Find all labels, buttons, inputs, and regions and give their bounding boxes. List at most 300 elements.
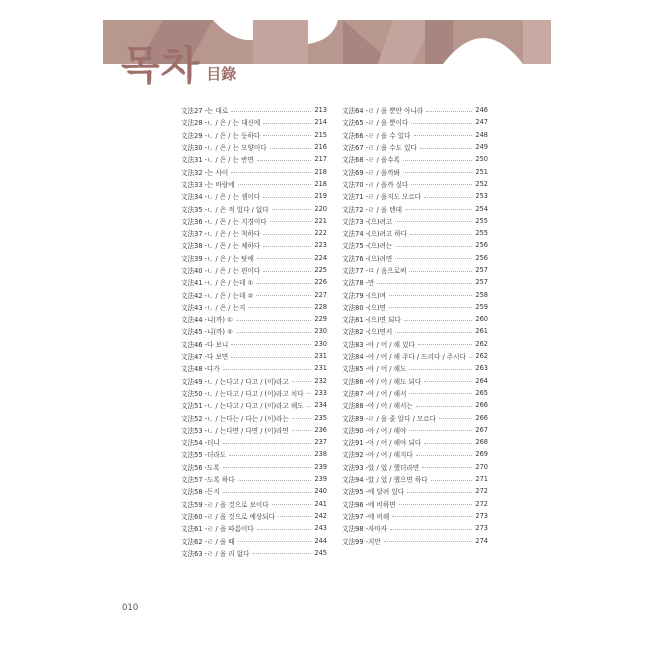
dot-leader	[270, 148, 312, 149]
toc-entry-page: 246	[475, 106, 488, 115]
dot-leader	[263, 234, 311, 235]
toc-entry-page: 227	[314, 290, 327, 299]
toc-entry-page: 259	[475, 302, 488, 311]
toc-entry-label: 文法72 -ㄹ / 을 텐데	[342, 205, 403, 214]
toc-entry-page: 254	[475, 204, 488, 213]
toc-entry-label: 文法86 -아 / 어 / 해도 되다	[342, 377, 422, 386]
toc-entry-page: 243	[314, 524, 327, 533]
dot-leader	[409, 271, 472, 272]
toc-entry-label: 文法91 -아 / 어 / 해야 되다	[342, 439, 422, 448]
dot-leader	[377, 283, 472, 284]
toc-entry-label: 文法63 -ㄹ / 을 리 없다	[181, 549, 250, 558]
toc-entry-page: 272	[475, 487, 488, 496]
toc-entry-label: 文法31 -ㄴ / 은 / 는 반면	[181, 156, 254, 165]
toc-entry[interactable]	[342, 461, 488, 473]
toc-entry[interactable]	[342, 227, 488, 239]
toc-entry[interactable]	[181, 510, 327, 522]
toc-entry-page: 240	[314, 487, 327, 496]
toc-entry[interactable]	[181, 547, 327, 559]
toc-entry-label: 文法79 -(으)며	[342, 291, 386, 300]
toc-entry[interactable]	[342, 116, 488, 128]
toc-entry-label: 文法47 -다 보면	[181, 353, 229, 362]
toc-entry-page: 273	[475, 511, 488, 520]
toc-entry[interactable]	[181, 436, 327, 448]
dot-leader	[223, 443, 312, 444]
toc-entry-page: 248	[475, 130, 488, 139]
dot-leader	[422, 467, 472, 468]
toc-entry[interactable]	[181, 190, 327, 202]
toc-entry[interactable]	[342, 153, 488, 165]
toc-entry-label: 文法93 -았 / 었 / 했더라면	[342, 463, 420, 472]
toc-entry[interactable]	[342, 239, 488, 251]
toc-entry[interactable]	[181, 448, 327, 460]
toc-entry-label: 文法48 -다가	[181, 365, 220, 374]
toc-entry[interactable]	[181, 485, 327, 497]
toc-entry-label: 文法59 -ㄹ / 을 것으로 보이다	[181, 500, 269, 509]
dot-leader	[399, 504, 473, 505]
dot-leader	[418, 344, 473, 345]
toc-entry-label: 文法61 -ㄹ / 을 따름이다	[181, 525, 254, 534]
toc-entry[interactable]	[342, 473, 488, 485]
toc-entry-page: 267	[475, 425, 488, 434]
dot-leader	[384, 541, 473, 542]
toc-entry[interactable]	[342, 178, 488, 190]
toc-entry[interactable]	[342, 288, 488, 300]
dot-leader	[236, 320, 311, 321]
toc-entry-page: 256	[475, 253, 488, 262]
dot-leader	[272, 209, 312, 210]
toc-entry-label: 文法57 -도록 하다	[181, 476, 235, 485]
dot-leader	[389, 295, 472, 296]
toc-entry-page: 221	[314, 216, 327, 225]
toc-entry[interactable]	[181, 387, 327, 399]
toc-entry[interactable]	[181, 461, 327, 473]
dot-leader	[404, 320, 473, 321]
dot-leader	[416, 406, 473, 407]
toc-entry-page: 216	[314, 143, 327, 152]
toc-entry-label: 文法30 -ㄴ / 은 / 는 모양이다	[181, 144, 267, 153]
toc-entry[interactable]	[342, 350, 488, 362]
toc-entry-page: 217	[314, 155, 327, 164]
toc-entry[interactable]	[181, 534, 327, 546]
dot-leader	[420, 148, 473, 149]
toc-entry-page: 226	[314, 278, 327, 287]
toc-entry-label: 文法52 -ㄴ / 는다는 / 다는 / (이)라는	[181, 414, 289, 423]
toc-entry[interactable]	[181, 424, 327, 436]
toc-entry-label: 文法62 -ㄹ / 을 때	[181, 537, 235, 546]
toc-entry[interactable]	[181, 288, 327, 300]
toc-entry-label: 文法60 -ㄹ / 을 것으로 예상되다	[181, 512, 275, 521]
toc-entry[interactable]	[342, 399, 488, 411]
toc-entry-label: 文法71 -ㄹ / 을지도 모르다	[342, 193, 422, 202]
toc-entry-page: 242	[314, 511, 327, 520]
toc-entry[interactable]	[181, 104, 327, 116]
toc-entry-label: 文法68 -ㄹ / 을수록	[342, 156, 400, 165]
toc-entry-page: 230	[314, 327, 327, 336]
toc-entry[interactable]	[342, 424, 488, 436]
toc-entry[interactable]	[181, 325, 327, 337]
dot-leader	[263, 271, 311, 272]
toc-entry-page: 269	[475, 450, 488, 459]
toc-entry-label: 文法46 -다 보니	[181, 340, 229, 349]
dot-leader	[403, 160, 472, 161]
toc-entry[interactable]	[181, 338, 327, 350]
dot-leader	[231, 357, 311, 358]
toc-entry-label: 文法75 -(으)려는	[342, 242, 393, 251]
toc-entry-label: 文法41 -ㄴ / 은 / 는데 ①	[181, 279, 254, 288]
toc-entry-page: 258	[475, 290, 488, 299]
toc-entry-label: 文法74 -(으)려고 하다	[342, 230, 408, 239]
toc-entry[interactable]	[181, 411, 327, 423]
toc-entry[interactable]	[342, 534, 488, 546]
dot-leader	[431, 480, 473, 481]
toc-entry[interactable]	[181, 399, 327, 411]
toc-entry-label: 文法36 -ㄴ / 은 / 는 지경이다	[181, 217, 267, 226]
toc-entry-label: 文法33 -는 바람에	[181, 180, 235, 189]
toc-entry-page: 231	[314, 352, 327, 361]
toc-entry-page: 223	[314, 241, 327, 250]
toc-entry-page: 231	[314, 364, 327, 373]
dot-leader	[256, 295, 311, 296]
banner-shape	[523, 20, 551, 64]
toc-entry-page: 257	[475, 266, 488, 274]
toc-entry[interactable]	[181, 227, 327, 239]
toc-entry-label: 文法81 -(으)면 되다	[342, 316, 401, 325]
toc-entry-label: 文法56 -도록	[181, 463, 220, 472]
toc-entry-page: 260	[475, 315, 488, 324]
dot-leader	[223, 467, 312, 468]
toc-entry[interactable]	[342, 498, 488, 510]
dot-leader	[407, 492, 472, 493]
toc-entry-page: 232	[314, 376, 327, 385]
toc-entry[interactable]	[181, 141, 327, 153]
dot-leader	[395, 221, 472, 222]
dot-leader	[231, 344, 311, 345]
toc-entry-label: 文法34 -ㄴ / 은 / 는 셈이다	[181, 193, 261, 202]
toc-entry-label: 文法98 -자마자	[342, 525, 388, 534]
toc-entry-label: 文法32 -는 사이	[181, 168, 229, 177]
toc-entry-page: 214	[314, 118, 327, 127]
dot-leader	[409, 393, 472, 394]
toc-title	[121, 43, 237, 89]
toc-entry-page: 250	[475, 155, 488, 164]
toc-entry[interactable]	[342, 165, 488, 177]
dot-leader	[410, 234, 472, 235]
dot-leader	[238, 184, 312, 185]
toc-entry-label: 文法84 -아 / 어 / 해 주다 / 드리다 / 주시다	[342, 353, 466, 362]
toc-entry[interactable]	[181, 276, 327, 288]
dot-leader	[223, 369, 312, 370]
dot-leader	[395, 246, 472, 247]
toc-entry[interactable]	[181, 116, 327, 128]
toc-entry-label: 文法82 -(으)면서	[342, 328, 393, 337]
dot-leader	[395, 258, 472, 259]
toc-entry-label: 文法65 -ㄹ / 을 뿐이다	[342, 119, 409, 128]
toc-entry-page: 230	[314, 339, 327, 348]
toc-entry-page: 218	[314, 167, 327, 176]
toc-entry-label: 文法80 -(으)면	[342, 303, 386, 312]
toc-entry-label: 文法88 -아 / 어 / 해서는	[342, 402, 413, 411]
toc-entry-label: 文法66 -ㄹ / 을 수 있다	[342, 131, 411, 140]
toc-entry-label: 文法40 -ㄴ / 은 / 는 편이다	[181, 267, 261, 275]
toc-entry-label: 文法51 -ㄴ / 는다고 / 다고 / (이)라고 해도	[181, 402, 304, 411]
toc-entry-label: 文法28 -ㄴ / 은 / 는 대신에	[181, 119, 261, 128]
toc-entry-page: 255	[475, 229, 488, 238]
toc-entry-label: 文法90 -아 / 어 / 해야	[342, 426, 407, 435]
dot-leader	[229, 455, 311, 456]
toc-entry-page: 268	[475, 438, 488, 447]
toc-entry-page: 256	[475, 241, 488, 250]
dot-leader	[263, 246, 311, 247]
toc-entry[interactable]	[181, 350, 327, 362]
toc-entry-page: 235	[314, 413, 327, 422]
dot-leader	[390, 529, 472, 530]
toc-entry-label: 文法27 -는 대로	[181, 107, 229, 116]
toc-entry-page: 244	[314, 536, 327, 545]
dot-leader	[416, 455, 473, 456]
toc-entry[interactable]	[342, 252, 488, 264]
toc-entry-label: 文法53 -ㄴ / 는다면 / 다면 / (이)라면	[181, 426, 289, 435]
toc-entry-label: 文法29 -ㄴ / 은 / 는 듯하다	[181, 131, 261, 140]
toc-entry-page: 261	[475, 327, 488, 336]
toc-entry-page: 220	[314, 204, 327, 213]
dot-leader	[236, 332, 311, 333]
toc-column-right	[342, 104, 488, 547]
toc-entry-page: 255	[475, 216, 488, 225]
toc-entry-page: 238	[314, 450, 327, 459]
dot-leader	[231, 172, 311, 173]
toc-entry[interactable]	[342, 301, 488, 313]
toc-entry-page: 262	[475, 352, 488, 361]
dot-leader	[426, 111, 472, 112]
dot-leader	[238, 541, 312, 542]
toc-entry-label: 文法77 -ㅁ / 음으로써	[342, 267, 407, 275]
toc-entry-label: 文法44 -니(까) ①	[181, 316, 233, 325]
toc-entry-page: 263	[475, 364, 488, 373]
toc-entry-page: 229	[314, 315, 327, 324]
toc-entry-label: 文法94 -았 / 었 / 했으면 하다	[342, 476, 428, 485]
dot-leader	[272, 504, 312, 505]
toc-entry-label: 文法87 -아 / 어 / 해서	[342, 389, 407, 398]
toc-entry[interactable]	[342, 141, 488, 153]
dot-leader	[292, 430, 312, 431]
dot-leader	[223, 492, 312, 493]
toc-entry-label: 文法50 -ㄴ / 는다고 / 다고 / (이)라고 치다	[181, 389, 304, 398]
toc-entry-label: 文法69 -ㄹ / 을까봐	[342, 168, 400, 177]
toc-entry[interactable]	[342, 202, 488, 214]
dot-leader	[231, 111, 311, 112]
dot-leader	[278, 516, 311, 517]
toc-entry-page: 213	[314, 106, 327, 115]
dot-leader	[409, 369, 472, 370]
dot-leader	[411, 184, 472, 185]
dot-leader	[414, 135, 473, 136]
toc-entry-label: 文法85 -아 / 어 / 해도	[342, 365, 407, 374]
toc-entry-page: 266	[475, 401, 488, 410]
toc-entry[interactable]	[342, 522, 488, 534]
toc-entry[interactable]	[342, 190, 488, 202]
toc-entry[interactable]	[342, 375, 488, 387]
toc-entry-label: 文法67 -ㄹ / 을 수도 있다	[342, 144, 417, 153]
toc-entry-label: 文法45 -니(까) ②	[181, 328, 233, 337]
toc-entry-page: 233	[314, 388, 327, 397]
toc-entry-page: 228	[314, 302, 327, 311]
toc-entry[interactable]	[342, 448, 488, 460]
dot-leader	[257, 160, 312, 161]
dot-leader	[411, 123, 472, 124]
dot-leader	[395, 332, 472, 333]
dot-leader	[439, 418, 472, 419]
toc-entry[interactable]	[181, 375, 327, 387]
toc-entry-label: 文法43 -ㄴ / 은 / 는지	[181, 303, 246, 312]
toc-entry[interactable]	[181, 313, 327, 325]
toc-entry-label: 文法37 -ㄴ / 은 / 는 척하다	[181, 230, 261, 239]
dot-leader	[253, 553, 312, 554]
toc-entry-label: 文法54 -더니	[181, 439, 220, 448]
toc-entry-page: 270	[475, 462, 488, 471]
toc-entry-page: 224	[314, 253, 327, 262]
toc-entry[interactable]	[181, 215, 327, 227]
title-main: 목차	[121, 43, 201, 89]
toc-entry-label: 文法83 -아 / 어 / 해 있다	[342, 340, 415, 349]
toc-entry[interactable]	[181, 202, 327, 214]
toc-entry[interactable]	[181, 252, 327, 264]
dot-leader	[424, 443, 472, 444]
dot-leader	[257, 529, 312, 530]
toc-entry[interactable]	[342, 215, 488, 227]
toc-entry-label: 文法95 -에 달려 있다	[342, 488, 405, 497]
dot-leader	[263, 197, 311, 198]
toc-entry-page: 236	[314, 425, 327, 434]
toc-entry-label: 文法39 -ㄴ / 은 / 는 탓에	[181, 254, 254, 263]
toc-entry-page: 225	[314, 266, 327, 274]
dot-leader	[257, 258, 312, 259]
toc-entry-label: 文法35 -ㄴ / 은 적 있다 / 없다	[181, 205, 269, 214]
toc-entry[interactable]	[342, 362, 488, 374]
dot-leader	[469, 357, 473, 358]
toc-entry-label: 文法70 -ㄹ / 을까 싶다	[342, 180, 409, 189]
toc-entry-page: 215	[314, 130, 327, 139]
toc-entry-page: 249	[475, 143, 488, 152]
toc-entry-label: 文法49 -ㄴ / 는다고 / 다고 / (이)라고	[181, 377, 289, 386]
toc-entry-label: 文法99 -지만	[342, 537, 381, 546]
toc-entry[interactable]	[342, 436, 488, 448]
toc-entry[interactable]	[181, 498, 327, 510]
toc-entry[interactable]	[181, 362, 327, 374]
toc-entry-label: 文法64 -ㄹ / 을 뿐만 아니라	[342, 107, 424, 116]
dot-leader	[270, 221, 312, 222]
toc-entry-label: 文法78 -만	[342, 279, 375, 288]
toc-entry[interactable]	[342, 325, 488, 337]
dot-leader	[424, 381, 472, 382]
page-number: 010	[122, 603, 139, 613]
toc-entry-label: 文法55 -더라도	[181, 451, 227, 460]
toc-entry-page: 239	[314, 475, 327, 484]
toc-entry[interactable]	[181, 301, 327, 313]
toc-entry[interactable]	[181, 239, 327, 251]
toc-entry-page: 262	[475, 339, 488, 348]
toc-entry[interactable]	[181, 178, 327, 190]
toc-entry-page: 241	[314, 499, 327, 508]
toc-entry[interactable]	[181, 522, 327, 534]
toc-entry-label: 文法96 -에 비하면	[342, 500, 396, 509]
toc-entry-page: 273	[475, 524, 488, 533]
toc-column-left	[181, 104, 327, 559]
toc-entry[interactable]	[342, 276, 488, 288]
toc-entry-page: 237	[314, 438, 327, 447]
dot-leader	[238, 480, 312, 481]
toc-entry-page: 247	[475, 118, 488, 127]
toc-entry-page: 239	[314, 462, 327, 471]
toc-entry[interactable]	[181, 153, 327, 165]
toc-entry[interactable]	[181, 165, 327, 177]
dot-leader	[263, 123, 311, 124]
toc-entry[interactable]	[342, 411, 488, 423]
toc-entry-label: 文法76 -(으)려면	[342, 254, 393, 263]
toc-entry-page: 245	[314, 548, 327, 557]
dot-leader	[409, 430, 472, 431]
dot-leader	[424, 197, 472, 198]
dot-leader	[392, 516, 472, 517]
dot-leader	[263, 135, 311, 136]
dot-leader	[248, 307, 311, 308]
toc-entry-page: 257	[475, 278, 488, 287]
toc-entry-page: 271	[475, 475, 488, 484]
toc-entry[interactable]	[342, 104, 488, 116]
dot-leader	[307, 393, 312, 394]
toc-entry-page: 252	[475, 179, 488, 188]
toc-entry-page: 218	[314, 179, 327, 188]
dot-leader	[256, 283, 311, 284]
toc-entry[interactable]	[181, 473, 327, 485]
dot-leader	[292, 381, 312, 382]
toc-entry-page: 264	[475, 376, 488, 385]
toc-entry-page: 274	[475, 536, 488, 545]
toc-entry-page: 251	[475, 167, 488, 176]
toc-entry[interactable]	[342, 485, 488, 497]
toc-entry-label: 文法97 -에 비해	[342, 512, 390, 521]
banner-shape	[253, 20, 308, 64]
dot-leader	[292, 418, 312, 419]
dot-leader	[389, 307, 472, 308]
toc-entry-label: 文法42 -ㄴ / 은 / 는데 ②	[181, 291, 254, 300]
toc-entry-label: 文法58 -든지	[181, 488, 220, 497]
toc-entry-label: 文法89 -ㄹ / 을 줄 알다 / 모르다	[342, 414, 437, 423]
toc-entry-label: 文法38 -ㄴ / 은 / 는 체하다	[181, 242, 261, 251]
dot-leader	[307, 406, 312, 407]
dot-leader	[405, 209, 472, 210]
toc-entry-page: 265	[475, 388, 488, 397]
toc-entry[interactable]	[342, 313, 488, 325]
toc-entry[interactable]	[342, 510, 488, 522]
toc-entry-label: 文法92 -아 / 어 / 해지다	[342, 451, 413, 460]
toc-entry[interactable]	[342, 129, 488, 141]
toc-entry[interactable]	[181, 264, 327, 276]
toc-entry[interactable]	[342, 387, 488, 399]
toc-entry-page: 272	[475, 499, 488, 508]
toc-entry-page: 219	[314, 192, 327, 201]
toc-entry-page: 234	[314, 401, 327, 410]
toc-entry-label: 文法73 -(으)려고	[342, 217, 393, 226]
toc-entry-page: 266	[475, 413, 488, 422]
toc-entry-page: 222	[314, 229, 327, 238]
toc-entry-page: 253	[475, 192, 488, 201]
dot-leader	[403, 172, 472, 173]
toc-entry[interactable]	[181, 129, 327, 141]
title-sub: 目錄	[206, 65, 237, 83]
toc-entry[interactable]	[342, 264, 488, 276]
toc-entry[interactable]	[342, 338, 488, 350]
